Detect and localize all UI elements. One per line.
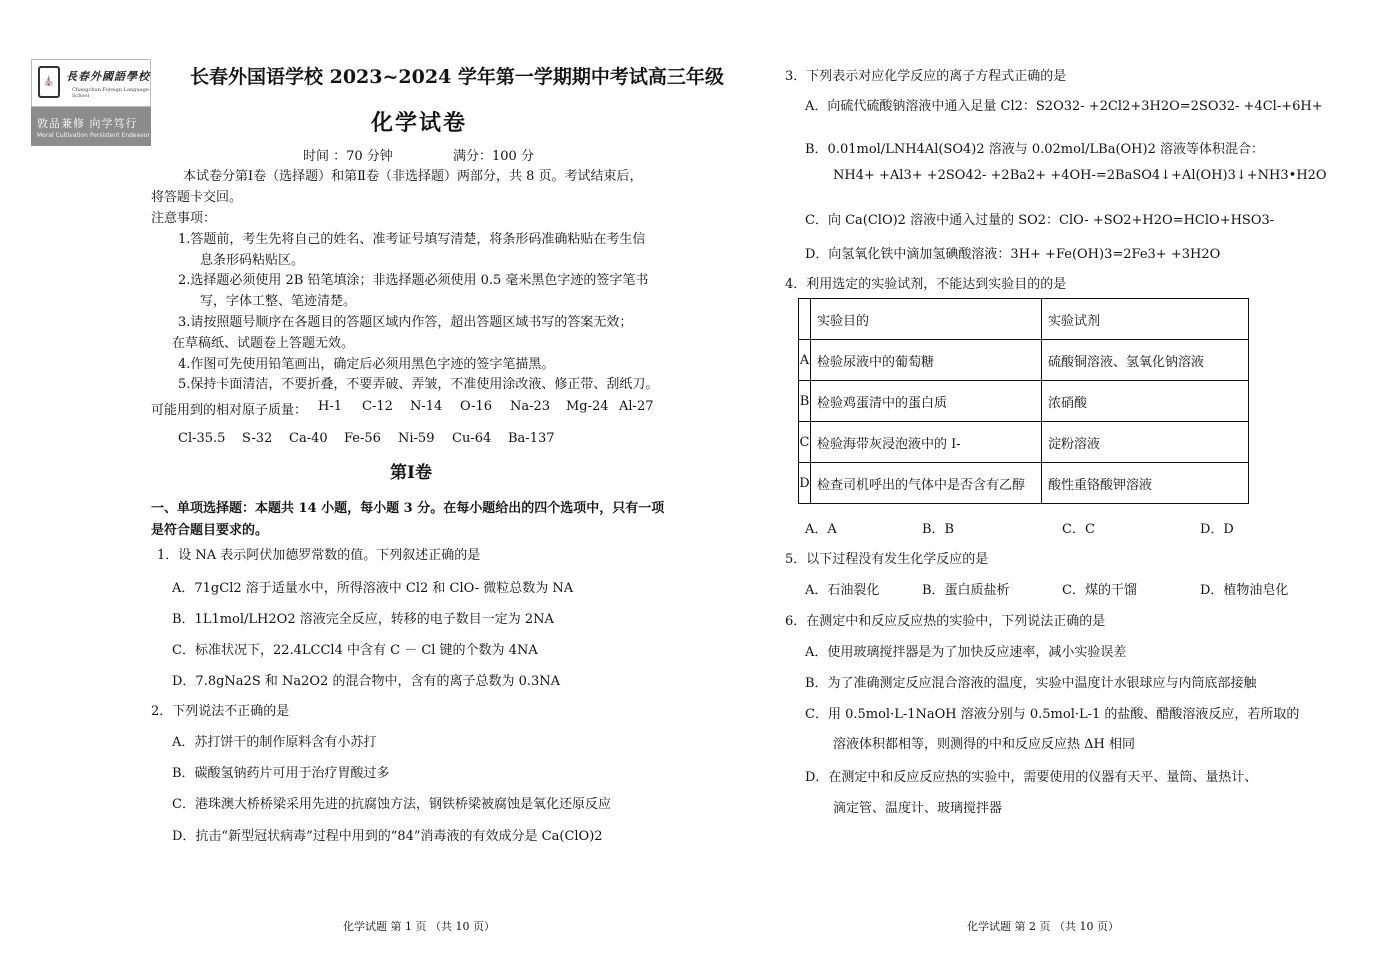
table-cell: B bbox=[799, 381, 811, 422]
q3-option-c: C．向 Ca(ClO)2 溶液中通入过量的 SO2：ClO- +SO2+H2O=HClO+HSO3- bbox=[805, 213, 1275, 228]
table-cell: 酸性重铬酸钾溶液 bbox=[1042, 463, 1249, 504]
table-row bbox=[799, 422, 1249, 463]
mass-item: Al-27 bbox=[619, 399, 654, 414]
q2-option-c: C．港珠澳大桥桥梁采用先进的抗腐蚀方法，钢铁桥梁被腐蚀是氧化还原反应 bbox=[172, 797, 611, 812]
table-cell: C bbox=[799, 422, 811, 463]
q3-option-a: A．向硫代硫酸钠溶液中通入足量 Cl2：S2O32- +2Cl2+3H2O=2SO32- +4Cl-+6H+ bbox=[805, 99, 1323, 114]
q5-option-d: D．植物油皂化 bbox=[1200, 583, 1289, 598]
table-header-row bbox=[799, 299, 1249, 340]
q6-option-b: B．为了准确测定反应混合溶液的温度，实验中温度计水银球应与内筒底部接触 bbox=[805, 676, 1257, 691]
mass-item: S-32 bbox=[242, 431, 273, 446]
q5-option-b: B．蛋白质盐析 bbox=[922, 583, 1010, 598]
note-2b: 写，字体工整、笔迹清楚。 bbox=[200, 294, 357, 309]
mass-item: Cu-64 bbox=[452, 431, 492, 446]
table-cell: D bbox=[799, 463, 811, 504]
time-label: 时间 ：70 分钟 bbox=[303, 149, 393, 164]
table-cell: 检查司机呼出的气体中是否含有乙醇 bbox=[811, 463, 1042, 504]
q2-stem: 2．下列说法不正确的是 bbox=[151, 704, 290, 719]
q5-stem: 5．以下过程没有发生化学反应的是 bbox=[785, 552, 989, 567]
q1-option-d: D．7.8gNa2S 和 Na2O2 的混合物中，含有的离子总数为 0.3NA bbox=[172, 674, 561, 689]
instructions-line-2: 是符合题目要求的。 bbox=[151, 523, 269, 538]
mass-item: H-1 bbox=[318, 399, 343, 414]
note-1b: 息条形码粘贴区。 bbox=[200, 253, 305, 268]
q1-option-c: C．标准状况下，22.4LCCl4 中含有 C － Cl 键的个数为 4NA bbox=[172, 643, 538, 658]
mass-item: Cl-35.5 bbox=[178, 431, 226, 446]
q4-stem: 4．利用选定的实验试剂，不能达到实验目的的是 bbox=[785, 277, 1067, 292]
table-cell: A bbox=[799, 340, 811, 381]
table-row bbox=[799, 463, 1249, 504]
logo-motto-panel bbox=[31, 107, 151, 146]
table-header-cell bbox=[799, 299, 811, 340]
score-label: 满分：100 分 bbox=[453, 149, 534, 164]
q2-option-d: D．抗击“新型冠状病毒”过程中用到的“84”消毒液的有效成分是 Ca(ClO)2 bbox=[172, 829, 603, 844]
q4-option-c: C．C bbox=[1062, 522, 1095, 537]
q5-option-a: A．石油裂化 bbox=[805, 583, 880, 598]
q3-option-b-2: NH4+ +Al3+ +2SO42- +2Ba2+ +4OH-=2BaSO4↓+Al(OH)3↓+NH3•H2O bbox=[833, 168, 1327, 183]
q4-option-d: D．D bbox=[1200, 522, 1234, 537]
q3-option-d: D．向氢氧化铁中滴加氢碘酸溶液：3H+ +Fe(OH)3=2Fe3+ +3H2O bbox=[805, 247, 1221, 262]
table-cell: 硫酸铜溶液、氢氧化钠溶液 bbox=[1042, 340, 1249, 381]
q1-option-a: A．71gCl2 溶于适量水中，所得溶液中 Cl2 和 ClO- 微粒总数为 NA bbox=[172, 581, 574, 596]
mass-item: C-12 bbox=[362, 399, 393, 414]
q4-option-b: B．B bbox=[922, 522, 955, 537]
logo-motto: 敦品兼修 向学笃行 bbox=[37, 117, 138, 130]
q2-option-b: B．碳酸氢钠药片可用于治疗胃酸过多 bbox=[172, 766, 390, 781]
intro-line-2: 将答题卡交回。 bbox=[151, 190, 243, 205]
notes-heading: 注意事项： bbox=[151, 211, 217, 226]
table-cell: 检验尿液中的葡萄糖 bbox=[811, 340, 1042, 381]
q6-option-c-2: 溶液体积都相等，则测得的中和反应反应热 ΔH 相同 bbox=[833, 737, 1135, 752]
note-3a: 3.请按照题号顺序在各题目的答题区域内作答，超出答题区域书写的答案无效； bbox=[178, 315, 633, 330]
q2-option-a: A．苏打饼干的制作原料含有小苏打 bbox=[172, 735, 377, 750]
note-1a: 1.答题前，考生先将自己的姓名、准考证号填写清楚，将条形码准确粘贴在考生信 bbox=[178, 232, 646, 247]
table-header-cell: 实验目的 bbox=[811, 299, 1042, 340]
table-cell: 浓硝酸 bbox=[1042, 381, 1249, 422]
logo-motto-en: Moral Cultivation Persistent Endeavor bbox=[37, 132, 150, 139]
section-title: 第Ⅰ卷 bbox=[390, 463, 432, 483]
mass-item: Na-23 bbox=[510, 399, 551, 414]
mass-item: Ca-40 bbox=[289, 431, 328, 446]
logo-top-panel bbox=[31, 59, 151, 107]
note-2a: 2.选择题必须使用 2B 铅笔填涂；非选择题必须使用 0.5 毫米黑色字迹的签字笔书 bbox=[178, 273, 649, 288]
note-5: 5.保持卡面清洁，不要折叠，不要弄破、弄皱，不准使用涂改液、修正带、刮纸刀。 bbox=[178, 377, 659, 392]
logo-school-name-en: Changchun Foreign Language School bbox=[72, 87, 149, 99]
table-row bbox=[799, 381, 1249, 422]
exam-title: 长春外国语学校 2023~2024 学年第一学期期中考试高三年级 bbox=[190, 66, 724, 88]
mass-item: N-14 bbox=[410, 399, 443, 414]
mass-item: Fe-56 bbox=[344, 431, 381, 446]
mass-item: Ba-137 bbox=[508, 431, 555, 446]
q6-option-d-2: 滴定管、温度计、玻璃搅拌器 bbox=[833, 801, 1003, 816]
mass-item: Ni-59 bbox=[398, 431, 435, 446]
instructions-line-1: 一、单项选择题：本题共 14 小题，每小题 3 分。在每小题给出的四个选项中，只有一项 bbox=[151, 501, 665, 516]
table-cell: 检验海带灰浸泡液中的 I- bbox=[811, 422, 1042, 463]
note-3b: 在草稿纸、试题卷上答题无效。 bbox=[172, 336, 355, 351]
school-logo bbox=[31, 59, 151, 146]
q3-stem: 3．下列表示对应化学反应的离子方程式正确的是 bbox=[785, 69, 1067, 84]
q1-option-b: B．1L1mol/LH2O2 溶液完全反应，转移的电子数目一定为 2NA bbox=[172, 612, 554, 627]
logo-school-name: 長春外國語學校 bbox=[66, 70, 150, 83]
q6-stem: 6．在测定中和反应反应热的实验中，下列说法正确的是 bbox=[785, 614, 1106, 629]
q4-option-a: A．A bbox=[805, 522, 837, 537]
mass-item: O-16 bbox=[460, 399, 493, 414]
experiment-table bbox=[798, 298, 1249, 504]
table-row bbox=[799, 340, 1249, 381]
note-4: 4.作图可先使用铅笔画出，确定后必须用黑色字迹的签字笔描黑。 bbox=[178, 357, 555, 372]
table-header-cell: 实验试剂 bbox=[1042, 299, 1249, 340]
mass-item: Mg-24 bbox=[566, 399, 609, 414]
q6-option-a: A．使用玻璃搅拌器是为了加快反应速率，减小实验误差 bbox=[805, 645, 1127, 660]
q3-option-b-1: B．0.01mol/LNH4Al(SO4)2 溶液与 0.02mol/LBa(OH)2 溶液等体积混合： bbox=[805, 142, 1264, 157]
masses-label: 可能用到的相对原子质量： bbox=[151, 403, 308, 418]
footer-right: 化学试题 第 2 页 （共 10 页） bbox=[967, 920, 1119, 933]
intro-line-1: 本试卷分第Ⅰ卷（选择题）和第Ⅱ卷（非选择题）两部分，共 8 页。考试结束后， bbox=[183, 169, 643, 184]
exam-subtitle: 化学试卷 bbox=[371, 110, 468, 136]
footer-left: 化学试题 第 1 页 （共 10 页） bbox=[343, 920, 495, 933]
table-cell: 检验鸡蛋清中的蛋白质 bbox=[811, 381, 1042, 422]
q5-option-c: C．煤的干馏 bbox=[1062, 583, 1137, 598]
q6-option-c-1: C．用 0.5mol·L-1NaOH 溶液分别与 0.5mol·L-1 的盐酸、醋酸溶液反应，若所取的 bbox=[805, 707, 1300, 722]
table-cell: 淀粉溶液 bbox=[1042, 422, 1249, 463]
q6-option-d-1: D．在测定中和反应反应热的实验中，需要使用的仪器有天平、量筒、量热计、 bbox=[805, 770, 1258, 785]
school-crest-icon: ⛪ bbox=[38, 66, 60, 98]
q1-stem: 1．设 NA 表示阿伏加德罗常数的值。下列叙述正确的是 bbox=[157, 548, 481, 563]
